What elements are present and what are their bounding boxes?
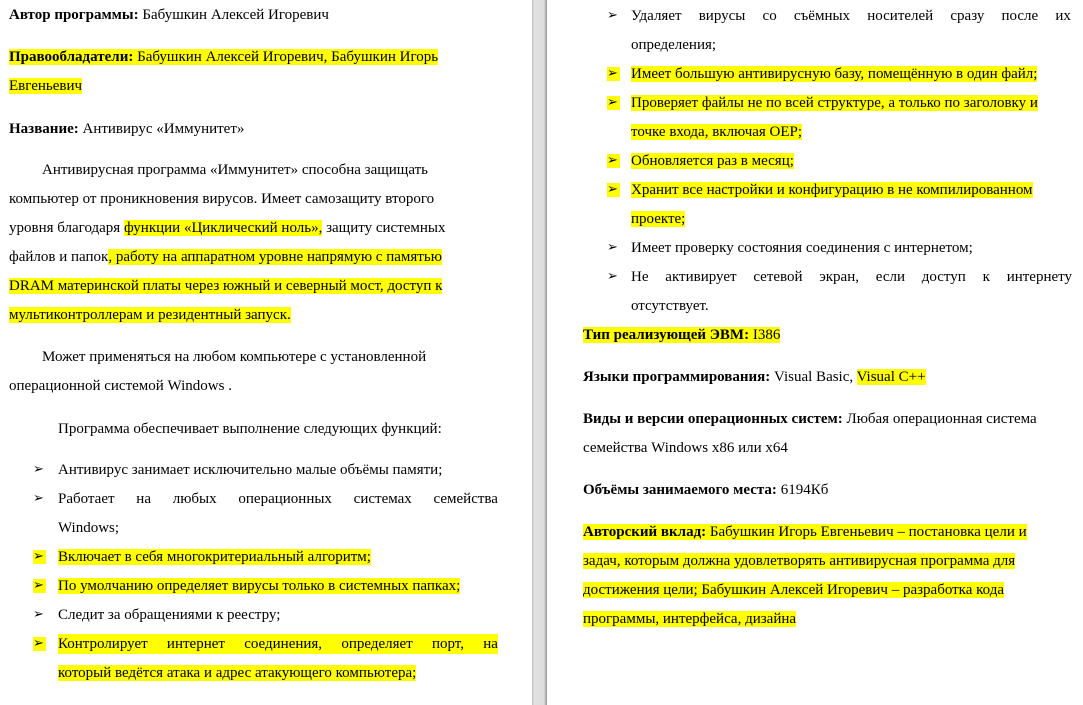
rbullet-1-line-1: Удаляет вирусы со съёмных носителей сразу после их [631,8,1071,24]
evm-value: I386 [749,327,781,343]
os-label: Виды и версии операционных систем: [583,411,843,427]
rbullet-5-line-1: Хранит все настройки и конфигурацию в не компилированном [631,182,1033,198]
p1-line-5: DRAM материнской платы через южный и северный мост, доступ к [9,278,443,294]
languages-label: Языки программирования: [583,369,771,385]
rbullet-2: Имеет большую антивирусную базу, помещённую в один файл; [631,66,1038,82]
author-value: Бабушкин Алексей Игоревич [138,7,329,23]
rbullet-3-line-1: Проверяет файлы не по всей структуре, а только по заголовку и [631,95,1038,111]
bullet-5: Следит за обращениями к реестру; [58,607,281,623]
rbullet-6: Имеет проверку состояния соединения с интернетом; [631,240,973,256]
functions-intro: Программа обеспечивает выполнение следующих функций: [58,421,442,437]
rbullet-7-line-2: отсутствует. [631,298,709,314]
arrow-bullet-icon: ➢ [607,8,618,23]
rights-label: Правообладатели: [9,49,134,65]
left-page [0,0,532,705]
p1-line-3: уровня благодаря функции «Циклический ноль», защиту системных [9,220,446,236]
bullet-3: Включает в себя многокритериальный алгоритм; [58,549,371,565]
rbullet-3-line-2: точке входа, включая OEP; [631,124,803,140]
bullet-6-line-2: который ведётся атака и адрес атакующего компьютера; [58,665,417,681]
rights-line-2 [9,76,82,96]
p1-line-1: Антивирусная программа «Иммунитет» способна защищать [42,162,429,178]
arrow-bullet-icon: ➢ [607,96,620,110]
languages-highlight-cpp: Visual C++ [856,369,926,385]
rbullet-5-line-2: проекте; [631,211,686,227]
rights-value-2: Евгеньевич [9,78,83,94]
p1-line-6: мультиконтроллерам и резидентный запуск. [9,307,291,323]
languages-line: Языки программирования: Visual Basic, Visual C++ [583,369,926,385]
rbullet-1-line-2: определения; [631,37,717,53]
rights-value-1: Бабушкин Алексей Игоревич, Бабушкин Игорь [133,49,439,65]
right-page [547,0,1083,705]
arrow-bullet-icon: ➢ [33,491,44,506]
arrow-bullet-icon: ➢ [33,550,46,564]
arrow-bullet-icon: ➢ [607,183,620,197]
size-value: 6194Кб [776,482,829,498]
contrib-line-4: программы, интерфейса, дизайна [583,611,797,627]
os-line-1: Виды и версии операционных систем: Любая операционная система [583,411,1037,427]
contrib-line-1: Авторский вклад: Бабушкин Игорь Евгеньевич – постановка цели и [583,524,1027,540]
os-line-2: семейства Windows x86 или x64 [583,440,788,456]
evm-label: Тип реализующей ЭВМ: [583,327,750,343]
arrow-bullet-icon: ➢ [33,637,46,651]
p1-highlight-hardware: , работу на аппаратном уровне напрямую с памятью [108,249,442,265]
name-line [9,119,244,139]
bullet-6-line-1: Контролирует интернет соединения, определяет порт, на [58,636,498,652]
author-label: Автор программы: [9,7,139,23]
rbullet-4: Обновляется раз в месяц; [631,153,794,169]
p2-line-1: Может применяться на любом компьютере с установленной [42,349,427,365]
arrow-bullet-icon: ➢ [607,154,620,168]
evm-line [583,325,780,345]
bullet-4: По умолчанию определяет вирусы только в системных папках; [58,578,461,594]
bullet-1: Антивирус занимает исключительно малые объёмы памяти; [58,462,443,478]
name-label: Название: [9,121,79,137]
arrow-bullet-icon: ➢ [33,462,44,477]
arrow-bullet-icon: ➢ [607,67,620,81]
p1-line-4: файлов и папок, работу на аппаратном уровне напрямую с памятью [9,249,442,265]
name-value: Антивирус «Иммунитет» [78,121,245,137]
rbullet-7-line-1: Не активирует сетевой экран, если доступ к интернету [631,269,1072,285]
bullet-2-line-2: Windows; [58,520,120,536]
arrow-bullet-icon: ➢ [607,269,618,284]
author-line [9,5,329,25]
contrib-line-3: достижения цели; Бабушкин Алексей Игоревич – разработка кода [583,582,1005,598]
size-line [583,480,828,500]
page-separator [532,0,547,705]
bullet-2-line-1: Работает на любых операционных системах семейства [58,491,498,507]
arrow-bullet-icon: ➢ [607,240,618,255]
p1-highlight-cyclic-zero: функции «Циклический ноль», [123,220,323,236]
contrib-line-2: задач, которым должна удовлетворять антивирусная программа для [583,553,1016,569]
p1-line-2: компьютер от проникновения вирусов. Имеет самозащиту второго [9,191,435,207]
rights-line-1 [9,47,438,67]
arrow-bullet-icon: ➢ [33,607,44,622]
size-label: Объёмы занимаемого места: [583,482,777,498]
contrib-label: Авторский вклад: [583,524,707,540]
p2-line-2: операционной системой Windows . [9,378,232,394]
arrow-bullet-icon: ➢ [33,579,46,593]
